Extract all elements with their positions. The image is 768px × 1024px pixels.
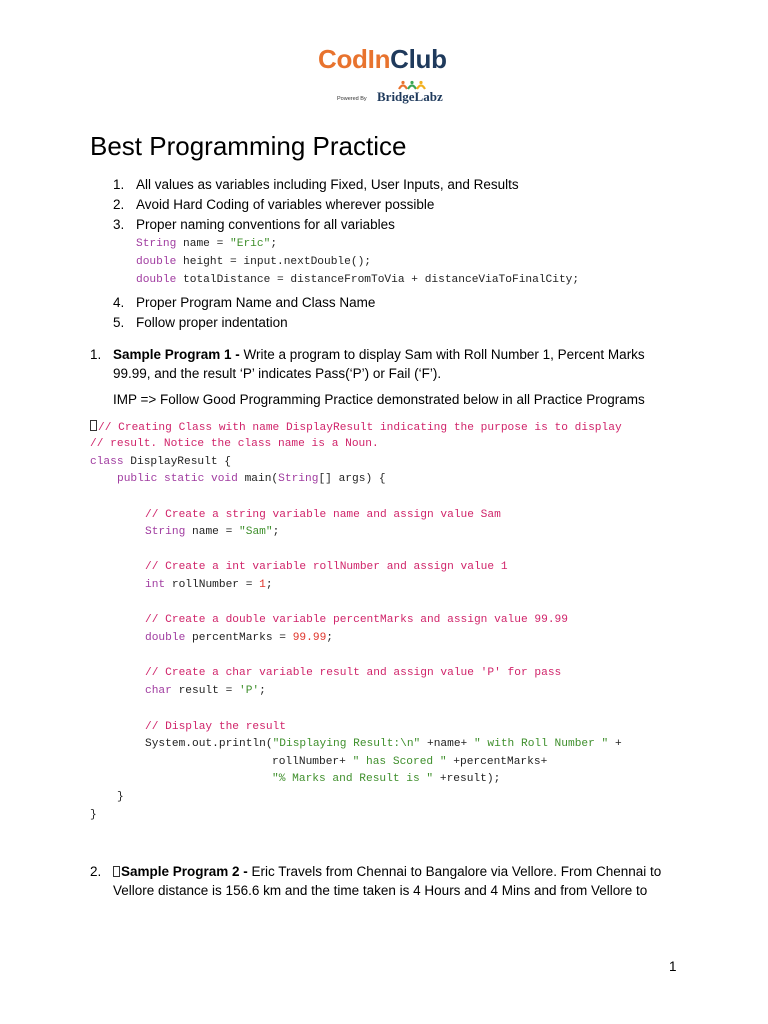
practice-number: 4. <box>113 295 125 310</box>
practice-item: Follow proper indentation <box>136 315 288 330</box>
code-comment: // Create a string variable name and assign value Sam <box>145 509 501 521</box>
program2-description: Sample Program 2 - Eric Travels from Chennai to Bangalore via Vellore. From Chennai to <box>113 864 661 879</box>
missing-glyph-icon <box>90 420 97 431</box>
code-comment: // result. Notice the class name is a Noun. <box>90 438 379 450</box>
program1-note: IMP => Follow Good Programming Practice demonstrated below in all Practice Programs <box>113 392 645 407</box>
logo-powered-by: Powered By <box>337 96 367 102</box>
naming-example-line: String name = "Eric"; <box>136 238 278 250</box>
code-comment: // Create a int variable rollNumber and assign value 1 <box>145 561 508 573</box>
code-comment: // Create a double variable percentMarks and assign value 99.99 <box>145 614 568 626</box>
code-comment: // Display the result <box>145 721 286 733</box>
practice-item: Avoid Hard Coding of variables wherever possible <box>136 197 435 212</box>
program1-description-cont: 99.99, and the result ‘P’ indicates Pass(‘P’) or Fail (‘F’). <box>113 366 442 381</box>
code-statement-cont: "% Marks and Result is " +result); <box>272 773 501 785</box>
code-statement: int rollNumber = 1; <box>145 579 273 591</box>
code-main-method: public static void main(String[] args) { <box>117 473 386 485</box>
code-class-declaration: class DisplayResult { <box>90 456 231 468</box>
practice-item: Proper naming conventions for all variables <box>136 217 395 232</box>
practice-number: 5. <box>113 315 125 330</box>
practice-number: 3. <box>113 217 125 232</box>
missing-glyph-icon <box>113 866 120 877</box>
program2-description-cont: Vellore distance is 156.6 km and the time taken is 4 Hours and 4 Mins and from Vellore to <box>113 883 648 898</box>
code-statement: double percentMarks = 99.99; <box>145 632 334 644</box>
code-statement: System.out.println("Displaying Result:\n" +name+ " with Roll Number " + <box>145 738 622 750</box>
logo-wordmark: CodInClub <box>318 44 447 74</box>
code-closing-brace: } <box>117 791 124 803</box>
practice-item: Proper Program Name and Class Name <box>136 295 376 310</box>
program-number: 1. <box>90 347 102 362</box>
page-number: 1 <box>669 959 677 974</box>
logo-company: BridgeLabz <box>377 89 443 104</box>
practice-number: 1. <box>113 177 125 192</box>
naming-example-line: double height = input.nextDouble(); <box>136 256 371 268</box>
code-closing-brace: } <box>90 809 97 821</box>
naming-example-line: double totalDistance = distanceFromToVia + distanceViaToFinalCity; <box>136 274 580 286</box>
code-statement-cont: rollNumber+ " has Scored " +percentMarks+ <box>272 756 548 768</box>
practice-item: All values as variables including Fixed, User Inputs, and Results <box>136 177 519 192</box>
code-statement: char result = 'P'; <box>145 685 266 697</box>
code-comment: // Create a char variable result and assign value 'P' for pass <box>145 667 562 679</box>
code-statement: String name = "Sam"; <box>145 526 280 538</box>
page-title: Best Programming Practice <box>90 131 407 161</box>
program-number: 2. <box>90 864 102 879</box>
program1-description: Sample Program 1 - Write a program to display Sam with Roll Number 1, Percent Marks <box>113 347 645 362</box>
practice-number: 2. <box>113 197 125 212</box>
code-comment: // Creating Class with name DisplayResult indicating the purpose is to display <box>90 420 622 434</box>
codinclub-logo <box>318 44 458 114</box>
